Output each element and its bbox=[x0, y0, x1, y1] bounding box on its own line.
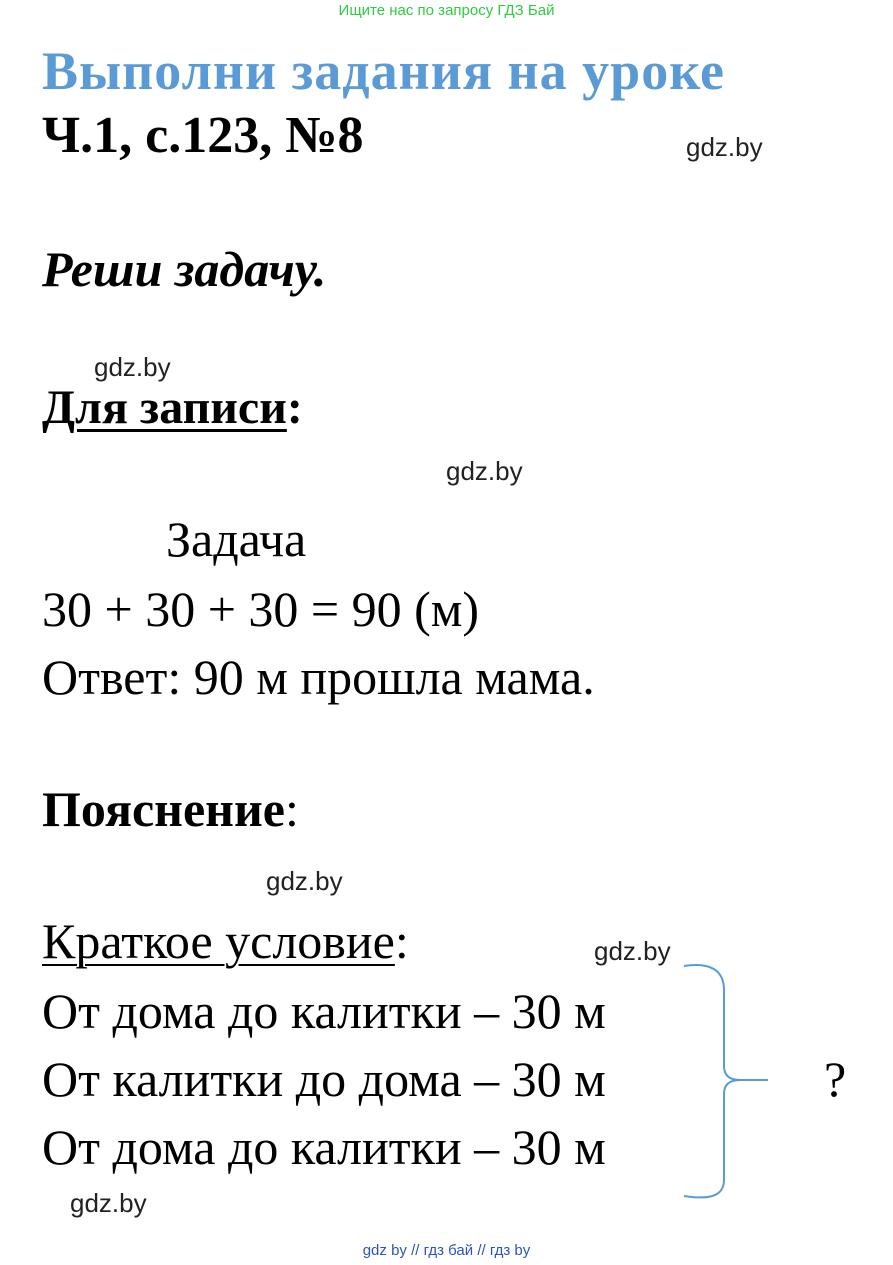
for-record-colon: : bbox=[286, 381, 303, 434]
watermark: gdz.by bbox=[686, 132, 763, 162]
condition-line: От калитки до дома – 30 м bbox=[42, 1051, 606, 1107]
short-condition-heading bbox=[42, 912, 409, 970]
explanation-label: Пояснение bbox=[42, 781, 285, 837]
condition-line: От дома до калитки – 30 м bbox=[42, 1119, 606, 1175]
watermark: gdz.by bbox=[94, 352, 171, 382]
short-condition-label: Краткое условие bbox=[42, 913, 395, 969]
for-record-label: Для записи bbox=[42, 381, 287, 434]
watermark: gdz.by bbox=[70, 1188, 147, 1218]
solution-equation: 30 + 30 + 30 = 90 (м) bbox=[42, 581, 480, 637]
condition-line: От дома до калитки – 30 м bbox=[42, 983, 606, 1039]
for-record-heading bbox=[42, 380, 303, 435]
question-mark: ? bbox=[824, 1051, 847, 1107]
explanation-colon: : bbox=[285, 781, 299, 837]
task-reference: Ч.1, с.123, №8 bbox=[42, 107, 364, 164]
watermark: gdz.by bbox=[594, 936, 671, 966]
task-heading: Реши задачу. bbox=[42, 241, 327, 297]
bottom-watermark-line: gdz by // гдз бай // гдз by bbox=[362, 1242, 531, 1259]
short-condition-colon: : bbox=[394, 913, 409, 969]
top-promo-note: Ищите нас по запросу ГДЗ Бай bbox=[338, 2, 555, 19]
solution-heading: Задача bbox=[166, 511, 307, 567]
curly-brace-icon bbox=[680, 960, 800, 1202]
page-title: Выполни задания на уроке bbox=[42, 41, 725, 101]
watermark: gdz.by bbox=[446, 456, 523, 486]
explanation-heading bbox=[42, 780, 299, 838]
solution-answer: Ответ: 90 м прошла мама. bbox=[42, 649, 595, 705]
watermark: gdz.by bbox=[266, 866, 343, 896]
